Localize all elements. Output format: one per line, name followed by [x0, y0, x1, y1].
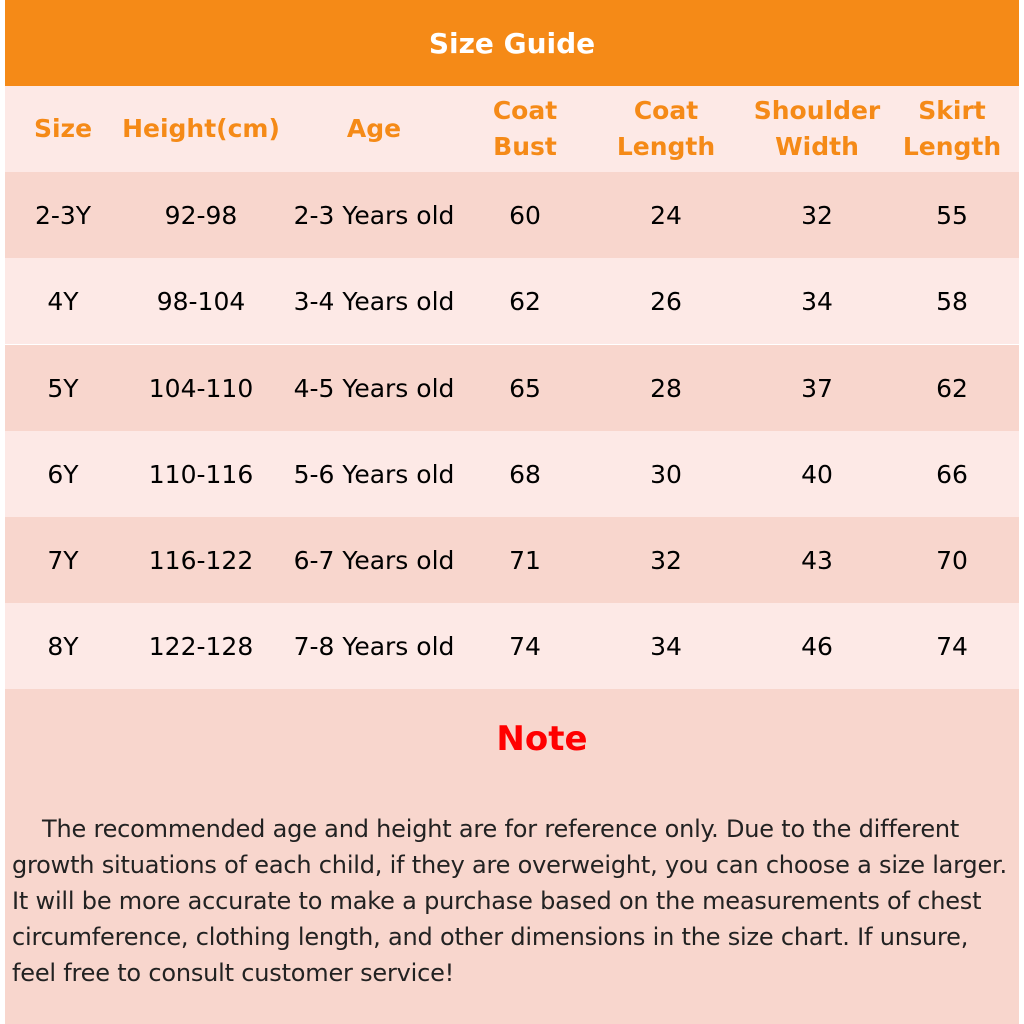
column-header-skirt-length: Skirt Length	[902, 96, 1002, 161]
cell-age: 2-3 Years old	[293, 200, 455, 230]
cell-shoulder-width: 40	[801, 459, 833, 489]
cell-skirt-length: 58	[936, 286, 968, 316]
cell-size: 6Y	[47, 459, 79, 489]
page-title: Size Guide	[428, 26, 596, 60]
column-header-shoulder-width: Shoulder Width	[753, 96, 881, 161]
cell-shoulder-width: 37	[801, 373, 833, 403]
cell-coat-bust: 65	[509, 373, 541, 403]
cell-age: 7-8 Years old	[293, 631, 455, 661]
cell-size: 8Y	[47, 631, 79, 661]
cell-size: 2-3Y	[34, 200, 92, 230]
title-bar	[5, 0, 1019, 86]
table-row	[5, 172, 1019, 258]
cell-coat-length: 28	[650, 373, 682, 403]
table-header-row	[5, 86, 1019, 172]
cell-size: 7Y	[47, 545, 79, 575]
cell-coat-length: 30	[650, 459, 682, 489]
cell-height: 92-98	[164, 200, 238, 230]
cell-coat-bust: 60	[509, 200, 541, 230]
cell-skirt-length: 55	[936, 200, 968, 230]
cell-coat-bust: 74	[509, 631, 541, 661]
cell-coat-bust: 71	[509, 545, 541, 575]
cell-shoulder-width: 32	[801, 200, 833, 230]
cell-height: 122-128	[148, 631, 254, 661]
cell-shoulder-width: 34	[801, 286, 833, 316]
cell-skirt-length: 66	[936, 459, 968, 489]
cell-height: 116-122	[148, 545, 254, 575]
cell-shoulder-width: 43	[801, 545, 833, 575]
table-row	[5, 517, 1019, 603]
column-header-height: Height(cm)	[122, 114, 280, 143]
cell-skirt-length: 62	[936, 373, 968, 403]
column-header-age: Age	[346, 114, 402, 143]
cell-shoulder-width: 46	[801, 631, 833, 661]
table-row	[5, 345, 1019, 431]
note-panel	[5, 689, 1019, 1024]
cell-age: 6-7 Years old	[293, 545, 455, 575]
column-header-size: Size	[33, 114, 93, 143]
note-title: Note	[496, 719, 588, 759]
cell-age: 3-4 Years old	[293, 286, 455, 316]
note-body: The recommended age and height are for reference only. Due to the different growth situations of each child, if they are overweight, you can choose a size larger. It will be more accurate to make a purchase based on the measurements of chest circumference, clothing length, and other dimensions in the size chart. If unsure, feel free to consult customer service!	[12, 815, 1007, 987]
size-guide-card	[5, 0, 1019, 1024]
cell-height: 104-110	[148, 373, 254, 403]
table-row	[5, 431, 1019, 517]
table-row	[5, 258, 1019, 344]
cell-coat-length: 32	[650, 545, 682, 575]
table-row	[5, 603, 1019, 689]
column-header-coat-bust: Coat Bust	[492, 96, 558, 161]
cell-height: 98-104	[156, 286, 246, 316]
cell-height: 110-116	[148, 459, 254, 489]
cell-coat-bust: 62	[509, 286, 541, 316]
cell-age: 5-6 Years old	[293, 459, 455, 489]
cell-skirt-length: 70	[936, 545, 968, 575]
column-header-coat-length: Coat Length	[616, 96, 716, 161]
cell-age: 4-5 Years old	[293, 373, 455, 403]
cell-size: 4Y	[47, 286, 79, 316]
cell-skirt-length: 74	[936, 631, 968, 661]
cell-coat-length: 34	[650, 631, 682, 661]
cell-coat-length: 26	[650, 286, 682, 316]
cell-size: 5Y	[47, 373, 79, 403]
cell-coat-length: 24	[650, 200, 682, 230]
cell-coat-bust: 68	[509, 459, 541, 489]
